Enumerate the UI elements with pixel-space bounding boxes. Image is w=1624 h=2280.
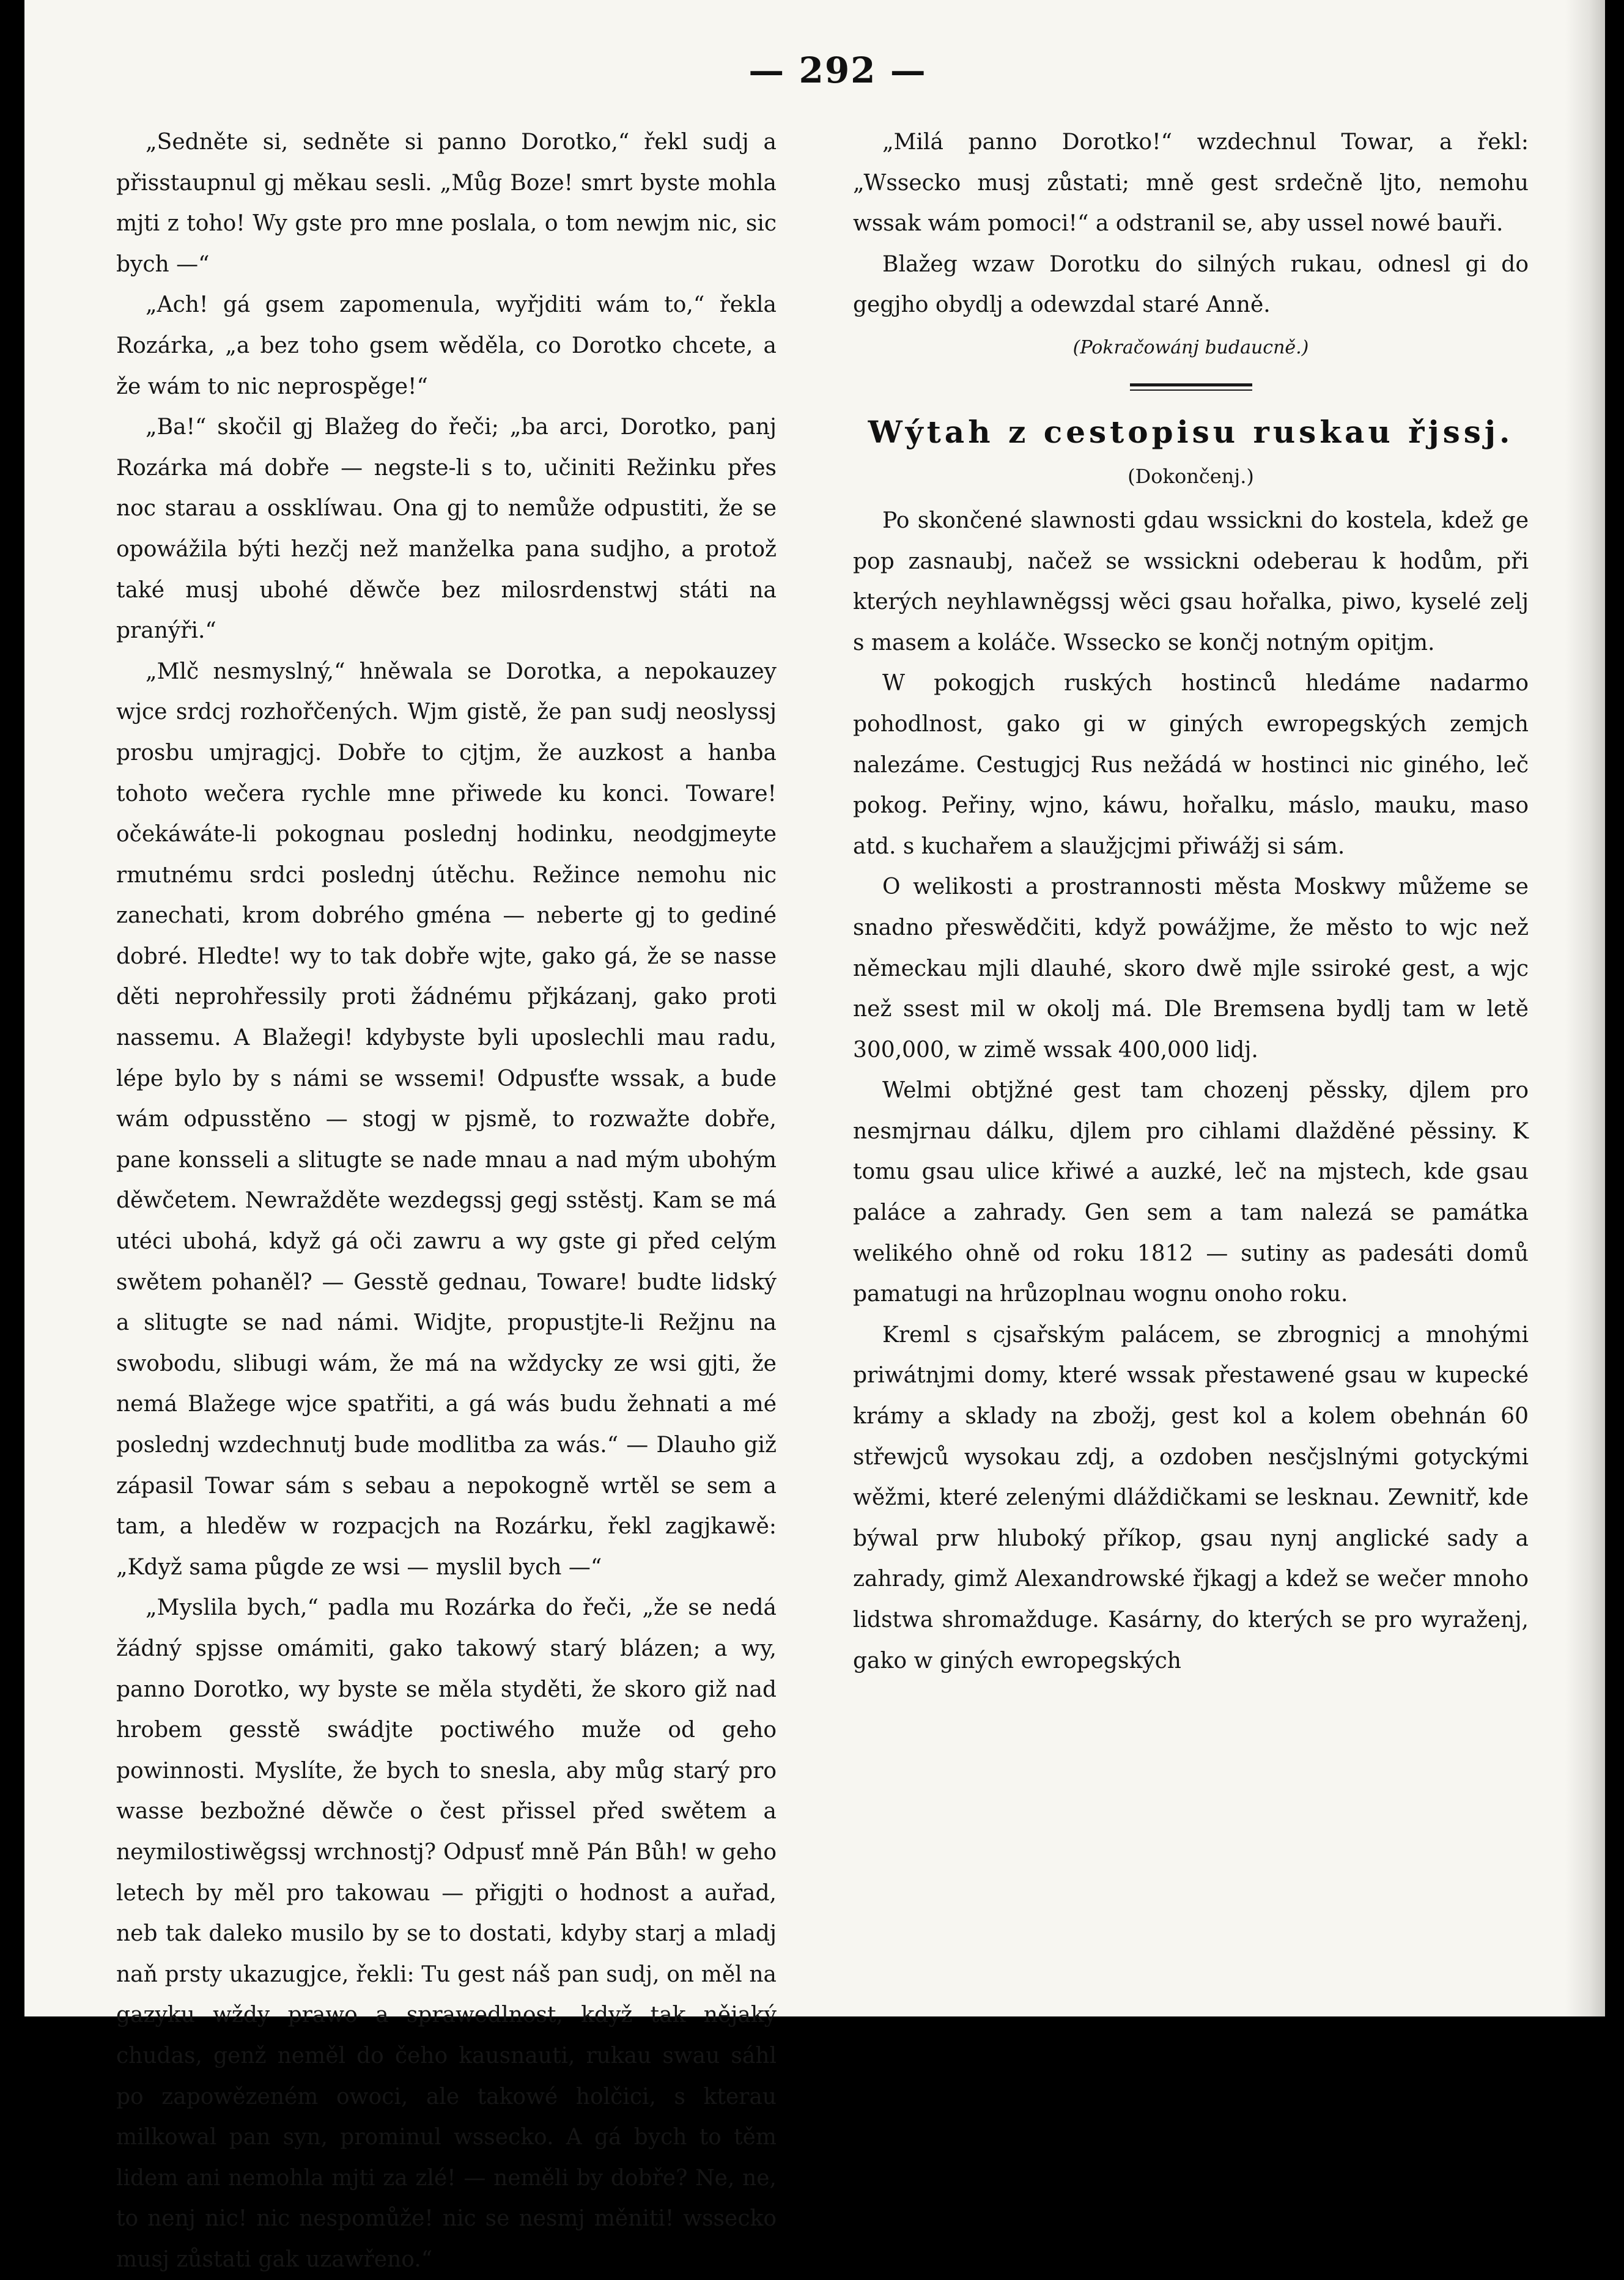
paragraph: Blažeg wzaw Dorotku do silných rukau, odnesl gi do gegjho obydlj a odewzdal staré Anně. bbox=[853, 251, 1529, 318]
paragraph: „Ba!“ skočil gj Blažeg do řeči; „ba arci, Dorotko, panj Rozárka má dobře — negste-li s to, učiniti Režinku přes noc starau a ossklíwau. Ona gj to nemůže odpustiti, že se opowážila býti hezčj než manželka pana sudjho, a protož také musj ubohé děwče bez milosrdenstwj státi na pranýři.“ bbox=[116, 415, 777, 644]
page-number: — 292 — bbox=[748, 50, 927, 91]
paragraph: W pokogjch ruských hostinců hledáme nadarmo pohodlnost, gako gi w giných ewropegských zemjch nalezáme. Cestugjcj Rus nežádá w hostinci nic giného, leč pokog. Peřiny, wjno, káwu, hořalku, máslo, mauku, maso atd. s kuchařem a slaužjcjmi přiwážj si sám. bbox=[853, 671, 1529, 859]
paragraph: „Milá panno Dorotko!“ wzdechnul Towar, a řekl: „Wssecko musj zůstati; mně gest srdečně ljto, nemohu wssak wám pomoci!“ a odstranil se, aby ussel nowé bauři. bbox=[853, 130, 1529, 237]
paragraph: Po skončené slawnosti gdau wssickni do kostela, kdež ge pop zasnaubj, načež se wssickni odeberau k hodům, při kterých neyhlawněgssj wěci gsau hořalka, piwo, kyselé zelj s masem a koláče. Wssecko se končj notným opitjm. bbox=[853, 507, 1529, 655]
divider-thin-line bbox=[1130, 389, 1252, 391]
paragraph: „Myslila bych,“ padla mu Rozárka do řeči, „že se nedá žádný spjsse omámiti, gako takowý starý blázen; a wy, panno Dorotko, wy byste se měla styděti, že skoro giž nad hrobem gesstě swádjte poctiwého muže od geho powinnosti. Myslíte, že bych to snesla, aby můg starý pro wasse bezbožné děwče o čest přissel před swětem a neymilostiwěgssj wrchnostj? Odpusť mně Pán Bůh! w geho letech by měl pro takowau — přigjti o hodnost a auřad, neb tak daleko musilo by se to dostati, kdyby starj a mladj naň prsty ukazugjce, řekli: Tu gest náš pan sudj, on měl na gazyku wždy prawo a sprawedlnost, když tak nějaký chudas, genž neměl do čeho kausnauti, rukau swau sáhl po zapowězeném owoci, ale takowé holčici, s kterau milkowal pan syn, prominul wssecko. A gá bych to těm lidem ani nemohla mjti za zlé! — neměli by dobře? Ne, ne, to nenj nic! nic nespomůže! nic se nesmj měniti! wssecko musj zůstati gak uzawřeno.“ bbox=[116, 1595, 777, 2272]
paragraph: „Mlč nesmyslný,“ hněwala se Dorotka, a nepokauzey wjce srdcj rozhořčených. Wjm gistě, že pan sudj neoslyssj prosbu umjragjcj. Dobře to cjtjm, že auzkost a hanba tohoto wečera rychle mne přiwede ku konci. Toware! očekáwáte-li pokognau poslednj hodinku, neodgjmeyte rmutnému srdci poslednj útěchu. Režince nemohu nic zanechati, krom dobrého gména — neberte gj to gediné dobré. Hledte! wy to tak dobře wjte, gako gá, že se nasse děti neprohřessily proti žádnému přjkázanj, gako proti nassemu. A Blažegi! kdybyste byli uposlechli mau radu, lépe bylo by s námi se wssemi! Odpusťte wssak, a bude wám odpusstěno — stogj w pjsmě, to rozwažte dobře, pane konsseli a slitugte se nade mnau a nad mým ubohým děwčetem. Newražděte wezdegssj gegj sstěstj. Kam se má utéci ubohá, když gá oči zawru a wy gste gi před celým swětem pohaněl? — Gesstě gednau, Toware! budte lidský a slitugte se nad námi. Widjte, propustjte-li Režjnu na swobodu, slibugi wám, že má na wždycky ze wsi gjti, že nemá Blažege wjce spatřiti, a gá wás budu žehnati a mé poslednj wzdechnutj bude modlitba za wás.“ — Dlauho giž zápasil Towar sám s sebau a nepokogně wrtěl se sem a tam, a hleděw w rozpacjch na Rozárku, řekl zagjkawě: „Když sama půgde ze wsi — myslil bych —“ bbox=[116, 659, 777, 1580]
section-subtitle: (Dokončenj.) bbox=[1128, 464, 1254, 488]
paragraph: Welmi obtjžné gest tam chozenj pěssky, djlem pro nesmjrnau dálku, djlem pro cihlami dlažděné pěssiny. K tomu gsau ulice křiwé a auzké, leč na mjstech, kde gsau paláce a zahrady. Gen sem a tam nalezá se památka welikého ohně od roku 1812 — sutiny as padesáti domů pamatugi na hrůzoplnau wognu onoho roku. bbox=[853, 1078, 1529, 1307]
scan-edge-shadow bbox=[1565, 0, 1605, 2016]
right-column bbox=[853, 122, 1529, 1993]
paragraph: O welikosti a prostrannosti města Moskwy můžeme se snadno přeswědčiti, když powážjme, že město to wjc než německau mjli dlauhé, skoro dwě mjle ssiroké gest, a wjc než ssest mil w okolj má. Dle Bremsena bydlj tam w letě 300,000, w zimě wssak 400,000 lidj. bbox=[853, 874, 1529, 1063]
paragraph: „Ach! gá gsem zapomenula, wyřjditi wám to,“ řekla Rozárka, „a bez toho gsem wěděla, co Dorotko chcete, a že wám to nic neprospěge!“ bbox=[116, 292, 777, 399]
left-column bbox=[116, 122, 777, 2272]
divider-thick-line bbox=[1130, 383, 1252, 386]
section-title: Wýtah z cestopisu ruskau řjssj. bbox=[868, 413, 1514, 450]
continuation-note: (Pokračowánj budaucně.) bbox=[1072, 336, 1309, 358]
paragraph: „Sedněte si, sedněte si panno Dorotko,“ řekl sudj a přisstaupnul gj měkau sesli. „Můg Boze! smrt byste mohla mjti z toho! Wy gste pro mne poslala, o tom newjm nic, sic bych —“ bbox=[116, 130, 777, 277]
section-divider bbox=[1130, 383, 1252, 391]
paragraph: Kreml s cjsařským palácem, se zbrognicj a mnohými priwátnjmi domy, které wssak přestawené gsau w kupecké krámy a sklady na zbožj, gest kol a kolem obehnán 60 střewjců wysokau zdj, a ozdoben nesčjslnými gotyckými wěžmi, které zelenými dláždičkami se lesknau. Zewnitř, kde býwal prw hluboký příkop, gsau nynj anglické sady a zahrady, gimž Alexandrowské řjkagj a kdež se wečer mnoho lidstwa shromažduge. Kasárny, do kterých se pro wyraženj, gako w giných ewropegských bbox=[853, 1322, 1529, 1673]
